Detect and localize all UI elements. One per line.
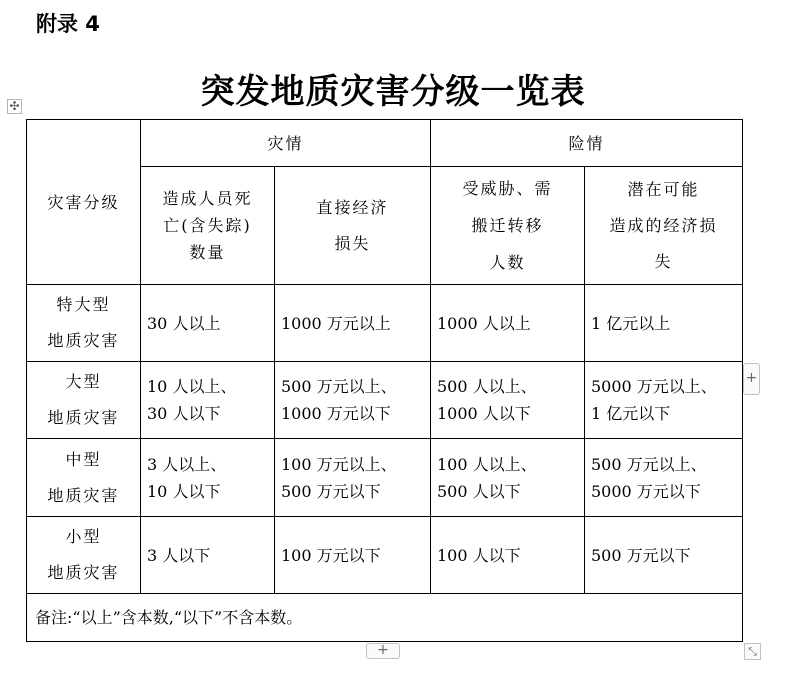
deaths-cell xyxy=(141,362,275,439)
appendix-label: 附录 4 xyxy=(36,12,100,36)
group-header-danger-label: 险情 xyxy=(568,133,605,153)
note-cell xyxy=(27,594,743,642)
potential-loss-cell xyxy=(585,285,743,362)
disaster-grade-table xyxy=(26,119,743,642)
cell-line: 100 人以上、 xyxy=(437,454,537,474)
table-row xyxy=(27,362,743,439)
grade-line: 地质灾害 xyxy=(47,408,120,427)
table-move-icon[interactable]: ✣ xyxy=(7,99,22,114)
sub-header-deaths xyxy=(141,167,275,285)
note-row xyxy=(27,594,743,642)
grade-line: 小型 xyxy=(65,527,102,546)
grade-line: 大型 xyxy=(65,372,102,391)
relocated-cell xyxy=(431,285,585,362)
potential-loss-cell xyxy=(585,439,743,517)
header-line: 数量 xyxy=(189,243,226,262)
cell-line: 500 人以下 xyxy=(437,481,521,501)
cell-line: 1 亿元以上 xyxy=(591,313,671,333)
header-line: 造成人员死 xyxy=(162,189,253,208)
header-row-1 xyxy=(27,120,743,167)
grade-line: 地质灾害 xyxy=(47,331,120,350)
potential-loss-cell xyxy=(585,517,743,594)
cell-line: 100 万元以下 xyxy=(281,545,381,565)
cell-line: 1000 万元以上 xyxy=(281,313,391,333)
sub-header-potential-loss xyxy=(585,167,743,285)
header-line: 失 xyxy=(654,251,673,271)
grade-line: 特大型 xyxy=(56,295,111,314)
grade-line: 中型 xyxy=(65,449,102,469)
deaths-cell xyxy=(141,517,275,594)
relocated-cell xyxy=(431,439,585,517)
cell-line: 1000 人以下 xyxy=(437,404,531,423)
cell-line: 500 万元以上、 xyxy=(591,454,707,474)
cell-line: 10 人以上、 xyxy=(147,377,237,396)
header-line: 搬迁转移 xyxy=(471,216,544,235)
header-line: 损失 xyxy=(334,233,371,253)
cell-line: 500 人以上、 xyxy=(437,377,537,396)
grade-cell xyxy=(27,285,141,362)
corner-header: 灾害分级 xyxy=(47,192,120,212)
table-row xyxy=(27,285,743,362)
cell-line: 1000 人以上 xyxy=(437,313,531,333)
header-line: 人数 xyxy=(489,253,526,272)
cell-line: 3 人以下 xyxy=(147,545,211,565)
table-row xyxy=(27,439,743,517)
grade-cell xyxy=(27,517,141,594)
cell-line: 10 人以下 xyxy=(147,481,221,501)
cell-line: 5000 万元以下 xyxy=(591,481,701,501)
cell-line: 3 人以上、 xyxy=(147,454,227,474)
grade-cell xyxy=(27,439,141,517)
cell-line: 30 人以上 xyxy=(147,313,221,333)
cell-line: 1 亿元以下 xyxy=(591,404,671,423)
cell-line: 500 万元以上、 xyxy=(281,377,397,396)
cell-line: 30 人以下 xyxy=(147,404,221,423)
sub-header-direct-loss xyxy=(275,167,431,285)
group-header-disaster xyxy=(141,120,431,167)
direct-loss-cell xyxy=(275,517,431,594)
table-resize-icon[interactable]: ⤡ xyxy=(744,643,761,660)
direct-loss-cell xyxy=(275,285,431,362)
potential-loss-cell xyxy=(585,362,743,439)
document-title: 突发地质灾害分级一览表 xyxy=(200,72,586,112)
relocated-cell xyxy=(431,517,585,594)
table-note: 备注:“以上”含本数,“以下”不含本数。 xyxy=(35,608,303,627)
cell-line: 500 万元以下 xyxy=(591,545,691,565)
group-header-danger xyxy=(431,120,743,167)
deaths-cell xyxy=(141,439,275,517)
add-row-button[interactable]: + xyxy=(366,643,400,659)
grade-cell xyxy=(27,362,141,439)
cell-line: 500 万元以下 xyxy=(281,481,381,501)
cell-line: 100 人以下 xyxy=(437,545,521,565)
cell-line: 1000 万元以下 xyxy=(281,404,391,423)
table-row xyxy=(27,517,743,594)
grade-line: 地质灾害 xyxy=(47,485,120,505)
header-line: 潜在可能 xyxy=(627,179,700,199)
header-line: 受威胁、需 xyxy=(462,179,553,198)
add-column-button[interactable]: + xyxy=(743,363,760,395)
cell-line: 100 万元以上、 xyxy=(281,454,397,474)
corner-header-cell xyxy=(27,120,141,285)
cell-line: 5000 万元以上、 xyxy=(591,377,717,396)
relocated-cell xyxy=(431,362,585,439)
header-line: 造成的经济损 xyxy=(609,215,718,235)
grade-line: 地质灾害 xyxy=(47,563,120,582)
deaths-cell xyxy=(141,285,275,362)
header-line: 直接经济 xyxy=(316,197,389,217)
group-header-disaster-label: 灾情 xyxy=(267,133,304,153)
direct-loss-cell xyxy=(275,362,431,439)
sub-header-relocated xyxy=(431,167,585,285)
direct-loss-cell xyxy=(275,439,431,517)
header-line: 亡(含失踪) xyxy=(163,216,252,235)
